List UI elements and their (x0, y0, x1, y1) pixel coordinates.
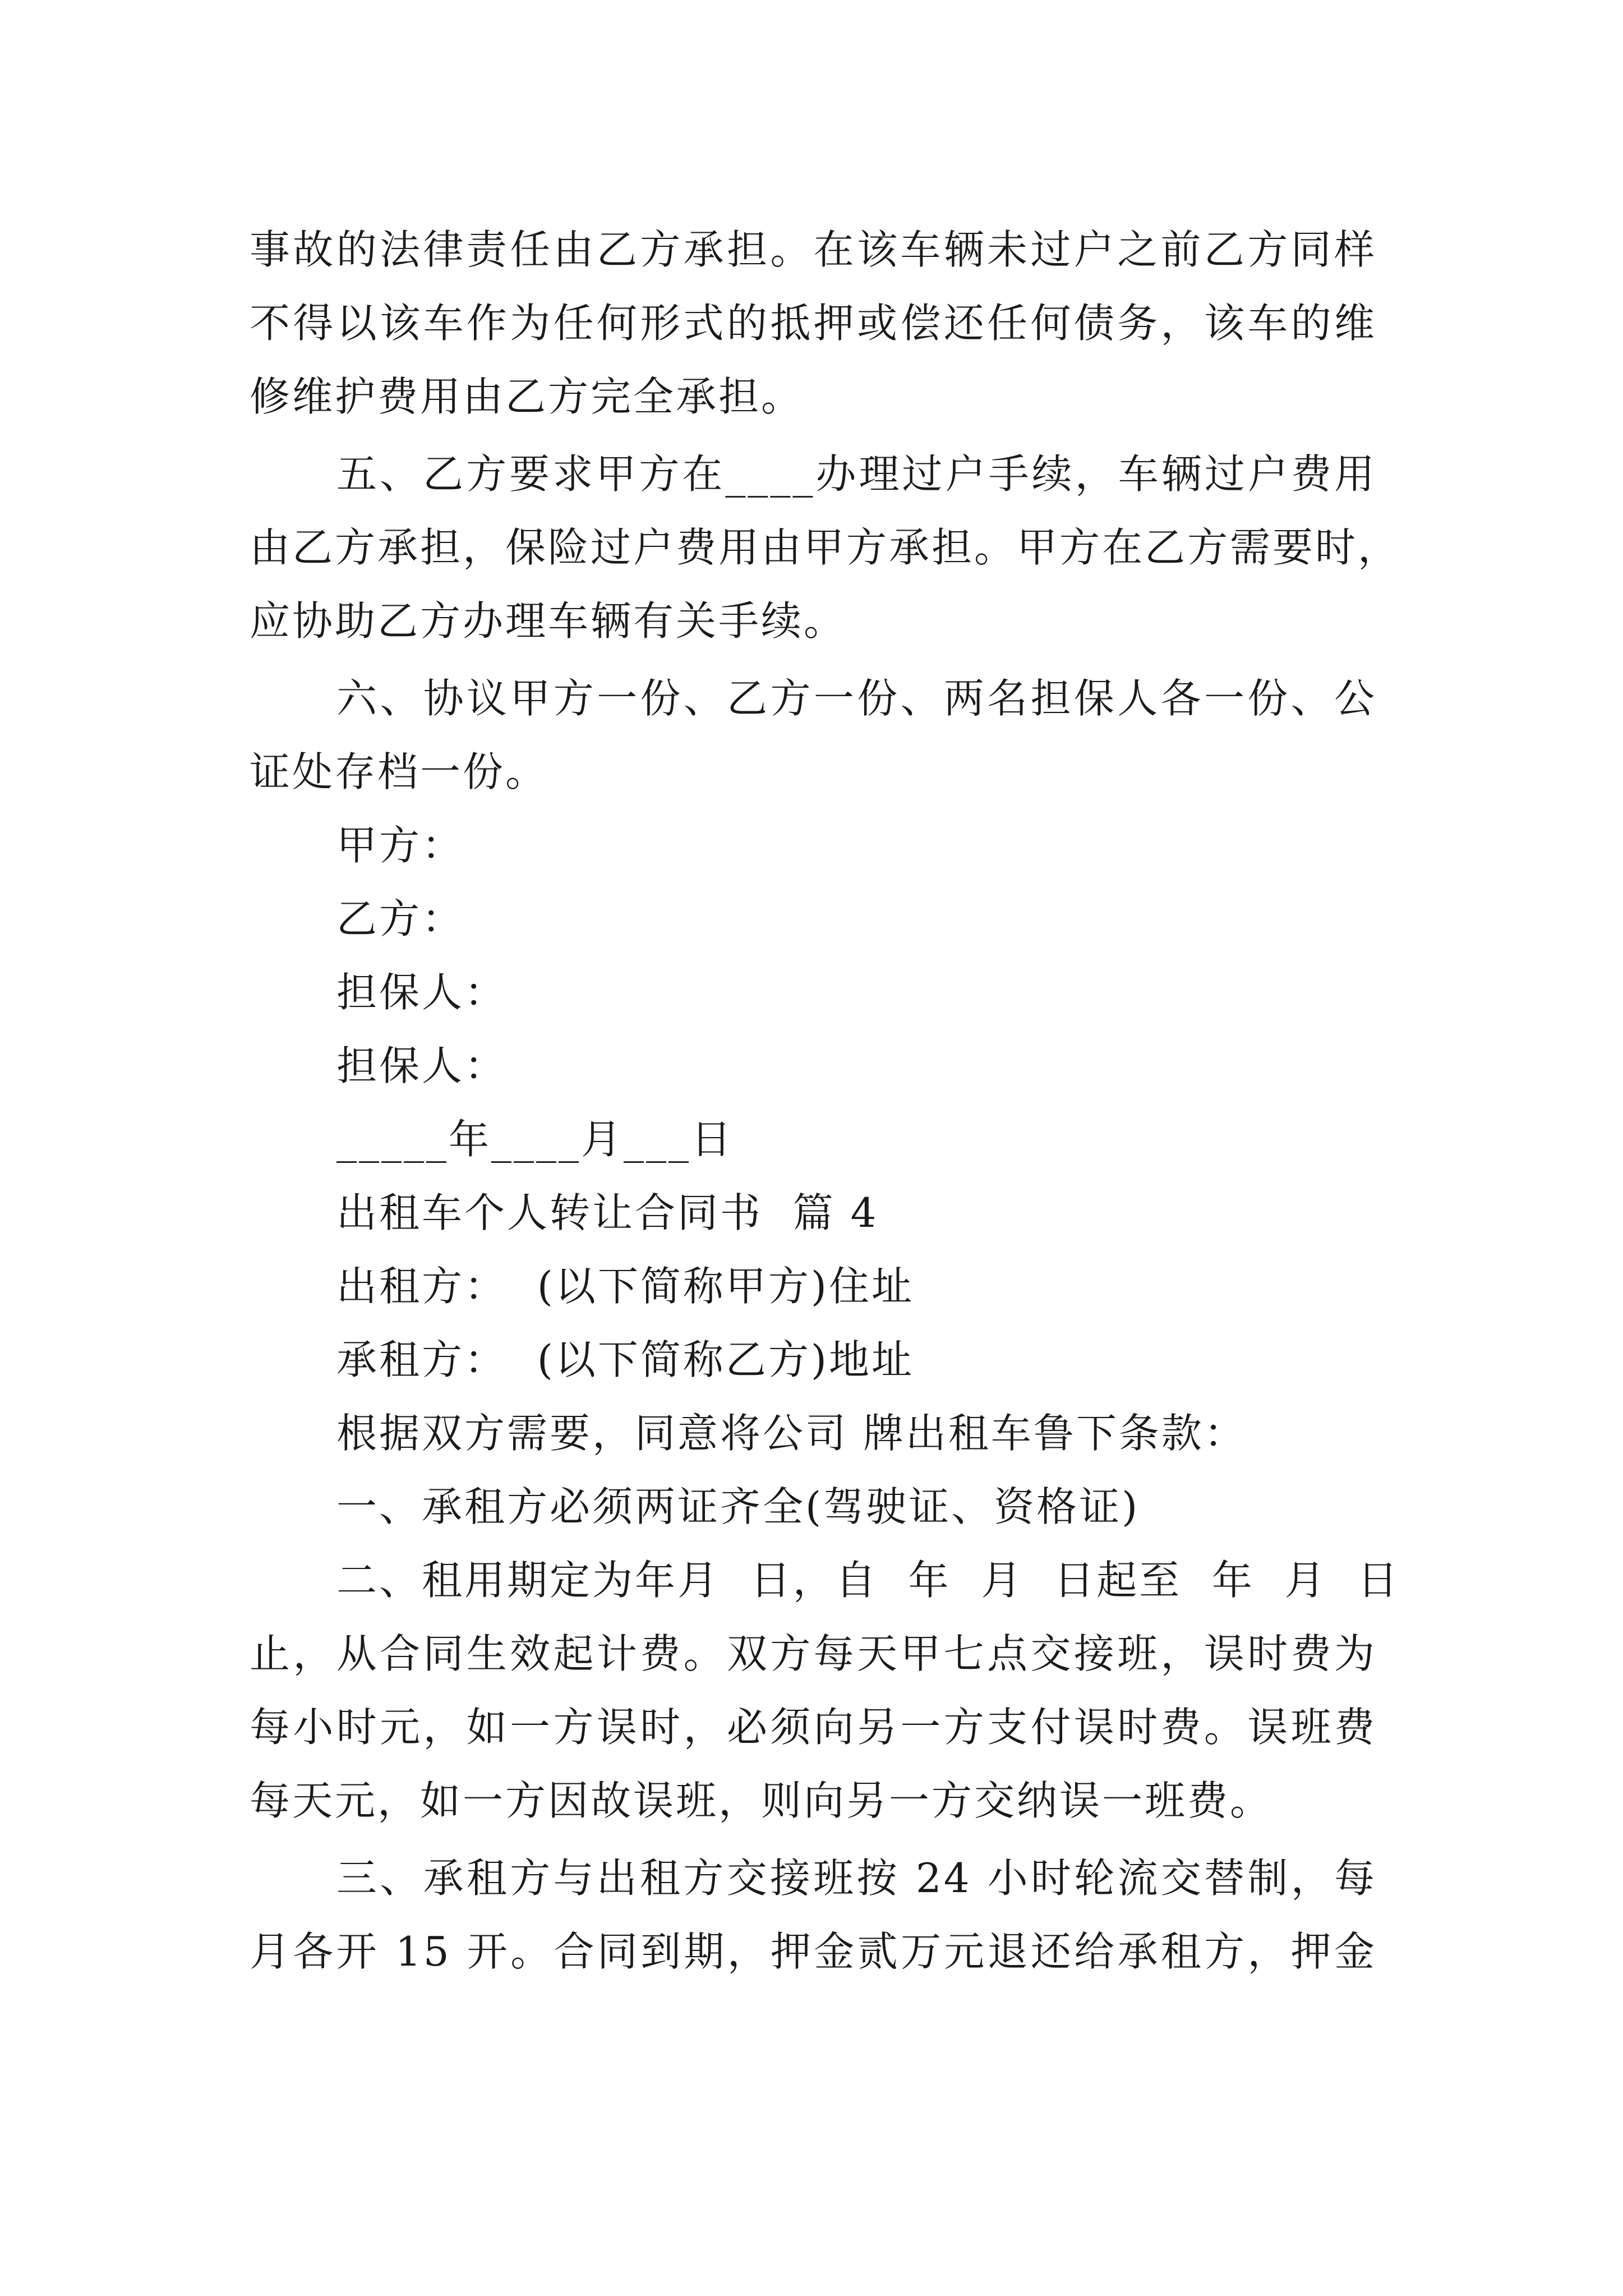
clause-1-line: 一、承租方必须两证齐全(驾驶证、资格证) (336, 1483, 1140, 1530)
section-title: 出租车个人转让合同书 篇 4 (336, 1189, 879, 1236)
guarantor-label: 担保人： (336, 1042, 508, 1089)
text-line: 止，从合同生效起计费。双方每天甲七点交接班，误时费为 (250, 1630, 1377, 1677)
text-line: 修维护费用由乙方完全承担。 (250, 373, 804, 420)
preamble-line: 根据双方需要，同意将公司 牌出租车鲁下条款： (336, 1410, 1247, 1457)
clause-3-line: 三、承租方与出租方交接班按 24 小时轮流交替制，每 (336, 1855, 1377, 1902)
text-line: 不得以该车作为任何形式的抵押或偿还任何债务，该车的维 (250, 300, 1377, 347)
text-line: 证处存档一份。 (250, 748, 548, 795)
text-line: 应协助乙方办理车辆有关手续。 (250, 597, 847, 645)
date-line: _____年____月___日 (336, 1116, 734, 1163)
guarantor-label: 担保人： (336, 969, 508, 1016)
paragraph-5-line: 五、乙方要求甲方在____办理过户手续，车辆过户费用 (336, 450, 1377, 498)
party-b-label: 乙方： (336, 895, 465, 942)
text-line: 每天元，如一方因故误班，则向另一方交纳误一班费。 (250, 1777, 1273, 1824)
document-body (250, 213, 1401, 1989)
text-line: 月各开 15 开。合同到期，押金贰万元退还给承租方，押金 (250, 1928, 1377, 1975)
lessee-line: 承租方： (以下简称乙方)地址 (336, 1336, 914, 1383)
text-line: 由乙方承担，保险过户费用由甲方承担。甲方在乙方需要时， (250, 524, 1401, 571)
paragraph-6-line: 六、协议甲方一份、乙方一份、两名担保人各一份、公 (336, 675, 1377, 722)
text-line: 事故的法律责任由乙方承担。在该车辆未过户之前乙方同样 (250, 226, 1377, 273)
lessor-line: 出租方： (以下简称甲方)住址 (336, 1263, 914, 1310)
clause-2-line: 二、租用期定为年月 日，自 年 月 日起至 年 月 日 (336, 1557, 1400, 1604)
party-a-label: 甲方： (336, 822, 465, 869)
text-line: 每小时元，如一方误时，必须向另一方支付误时费。误班费 (250, 1704, 1377, 1751)
